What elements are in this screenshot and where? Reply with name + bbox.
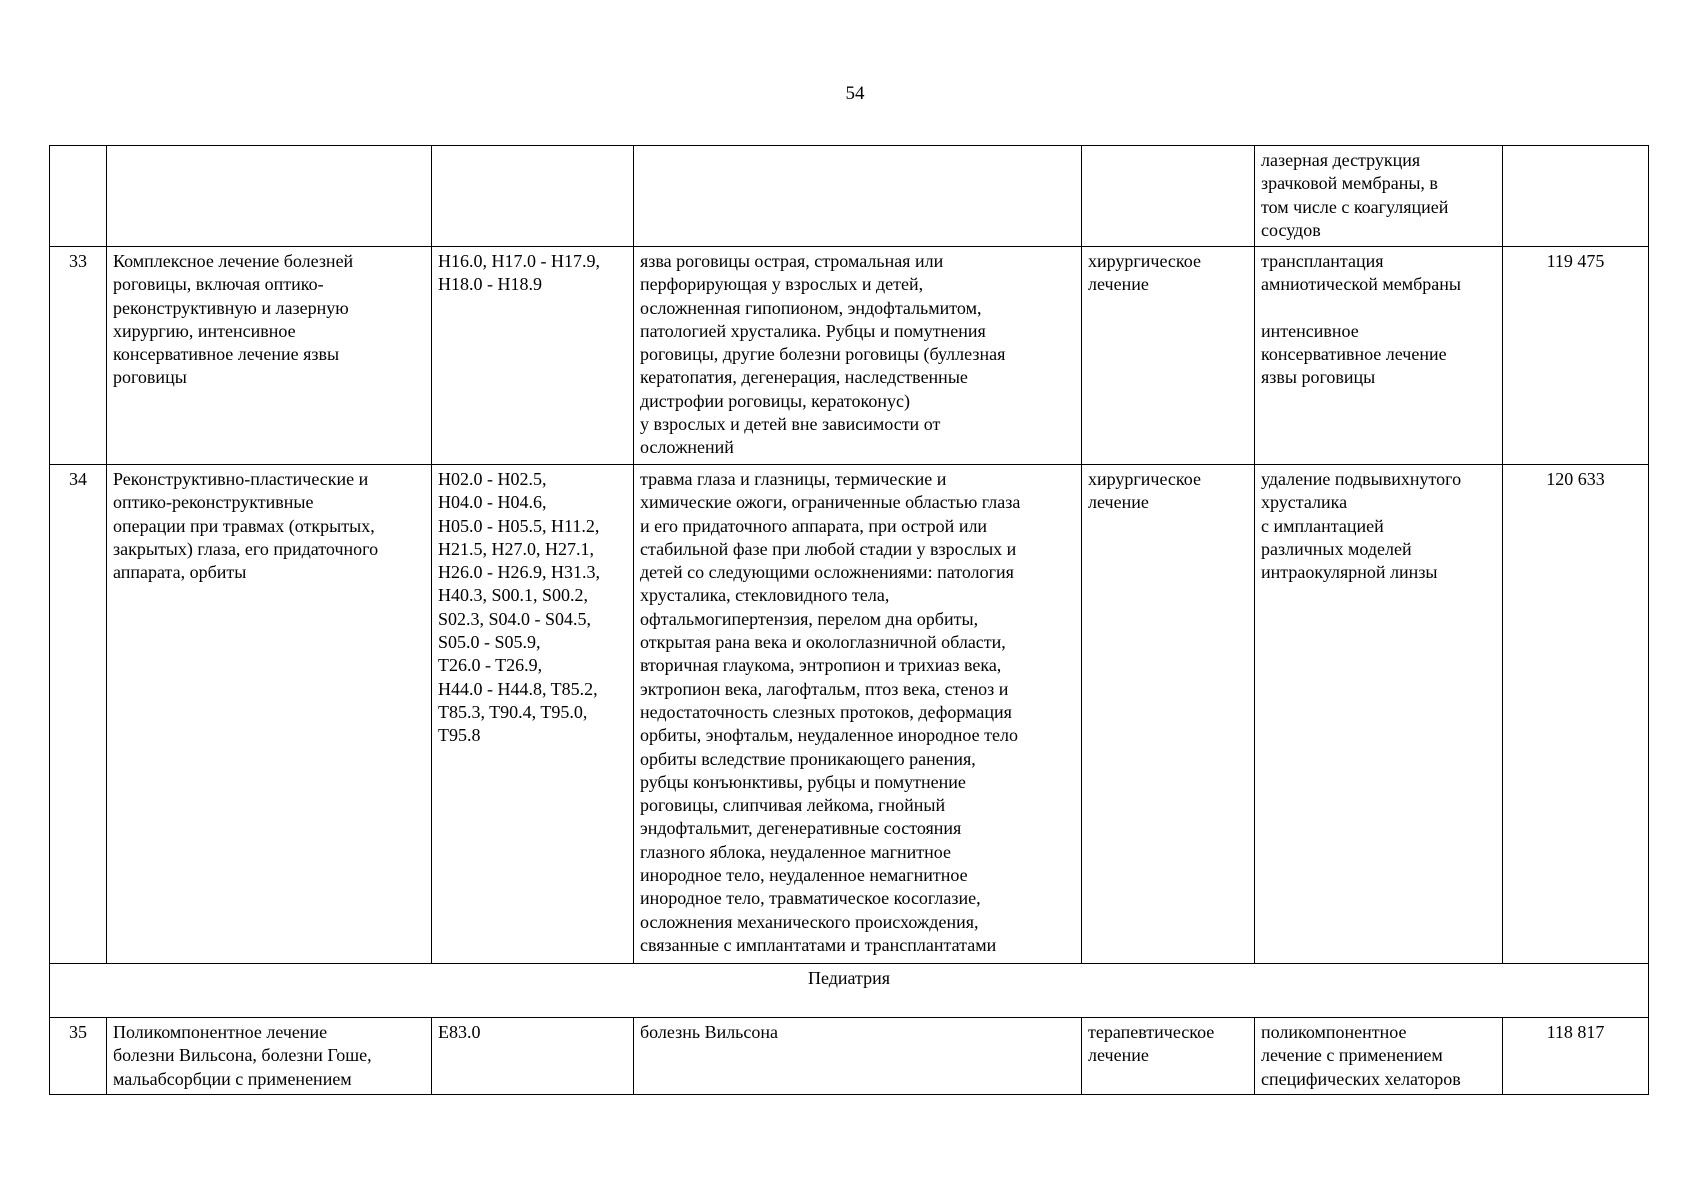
cell-treatment-name: Поликомпонентное лечение болезни Вильсона, болезни Гоше, мальабсорбции с применением [107, 1018, 432, 1095]
cell-treatment-kind [1082, 146, 1255, 247]
cell-treatment-kind: хирургическое лечение [1082, 247, 1255, 465]
cell-patient-model: травма глаза и глазницы, термические и химические ожоги, ограниченные областью глаза и его придаточного аппарата, при острой или стабильной фазе при любой стадии у взрослых и детей со следующими осложнениями: патология хрусталика, стекловидного тела, офтальмогипертензия, перелом дна орбиты, открытая рана века и окологлазничной области, вторичная глаукома, энтропион и трихиаз века, эктропион века, лагофтальм, птоз века, стеноз и недостаточность слезных протоков, деформация орбиты, энофтальм, неудаленное инородное тело орбиты вследствие проникающего ранения, рубцы конъюнктивы, рубцы и помутнение роговицы, слипчивая лейкома, гнойный эндофтальмит, дегенеративные состояния глазного яблока, неудаленное магнитное инородное тело, неудаленное немагнитное инородное тело, травматическое косоглазие, осложнения механического происхождения, связанные с имплантатами и трансплантатами [634, 465, 1082, 964]
cell-patient-model: язва роговицы острая, стромальная или перфорирующая у взрослых и детей, осложненная гипопионом, эндофтальмитом, патологией хрусталика. Рубцы и помутнения роговицы, другие болезни роговицы (буллезная кератопатия, дегенерация, наследственные дистрофии роговицы, кератоконус) у взрослых и детей вне зависимости от осложнений [634, 247, 1082, 465]
cell-treatment-kind: терапевтическое лечение [1082, 1018, 1255, 1095]
cell-patient-model [634, 146, 1082, 247]
cell-cost: 120 633 [1503, 465, 1649, 964]
cell-number: 33 [50, 247, 107, 465]
page-number: 54 [845, 83, 865, 104]
section-row [50, 964, 1649, 1018]
cell-cost [1503, 146, 1649, 247]
cell-icd-codes [432, 146, 634, 247]
table-row [50, 247, 1649, 465]
cell-treatment-name [107, 146, 432, 247]
section-title: Педиатрия [50, 964, 1649, 1018]
cell-number: 35 [50, 1018, 107, 1095]
table-row [50, 465, 1649, 964]
vmp-table [49, 145, 1649, 1095]
cell-cost: 118 817 [1503, 1018, 1649, 1095]
cell-treatment-name: Комплексное лечение болезней роговицы, включая оптико- реконструктивную и лазерную хирургию, интенсивное консервативное лечение язвы роговицы [107, 247, 432, 465]
cell-treatment-method: удаление подвывихнутого хрусталика с имплантацией различных моделей интраокулярной линзы [1255, 465, 1503, 964]
cell-treatment-name: Реконструктивно-пластические и оптико-реконструктивные операции при травмах (открытых, закрытых) глаза, его придаточного аппарата, орбиты [107, 465, 432, 964]
table-row [50, 146, 1649, 247]
cell-icd-codes: H16.0, H17.0 - H17.9, H18.0 - H18.9 [432, 247, 634, 465]
cell-icd-codes: H02.0 - H02.5, H04.0 - H04.6, H05.0 - H05.5, H11.2, H21.5, H27.0, H27.1, H26.0 - H26.9, H31.3, H40.3, S00.1, S00.2, S02.3, S04.0 - S04.5, S05.0 - S05.9, T26.0 - T26.9, H44.0 - H44.8, T85.2, T85.3, T90.4, T95.0, T95.8 [432, 465, 634, 964]
cell-treatment-method: поликомпонентное лечение с применением специфических хелаторов [1255, 1018, 1503, 1095]
cell-treatment-method: лазерная деструкция зрачковой мембраны, в том числе с коагуляцией сосудов [1255, 146, 1503, 247]
cell-treatment-kind: хирургическое лечение [1082, 465, 1255, 964]
cell-treatment-method: трансплантация амниотической мембраны интенсивное консервативное лечение язвы роговицы [1255, 247, 1503, 465]
cell-cost: 119 475 [1503, 247, 1649, 465]
cell-number: 34 [50, 465, 107, 964]
cell-number [50, 146, 107, 247]
cell-icd-codes: E83.0 [432, 1018, 634, 1095]
table-row [50, 1018, 1649, 1095]
cell-patient-model: болезнь Вильсона [634, 1018, 1082, 1095]
